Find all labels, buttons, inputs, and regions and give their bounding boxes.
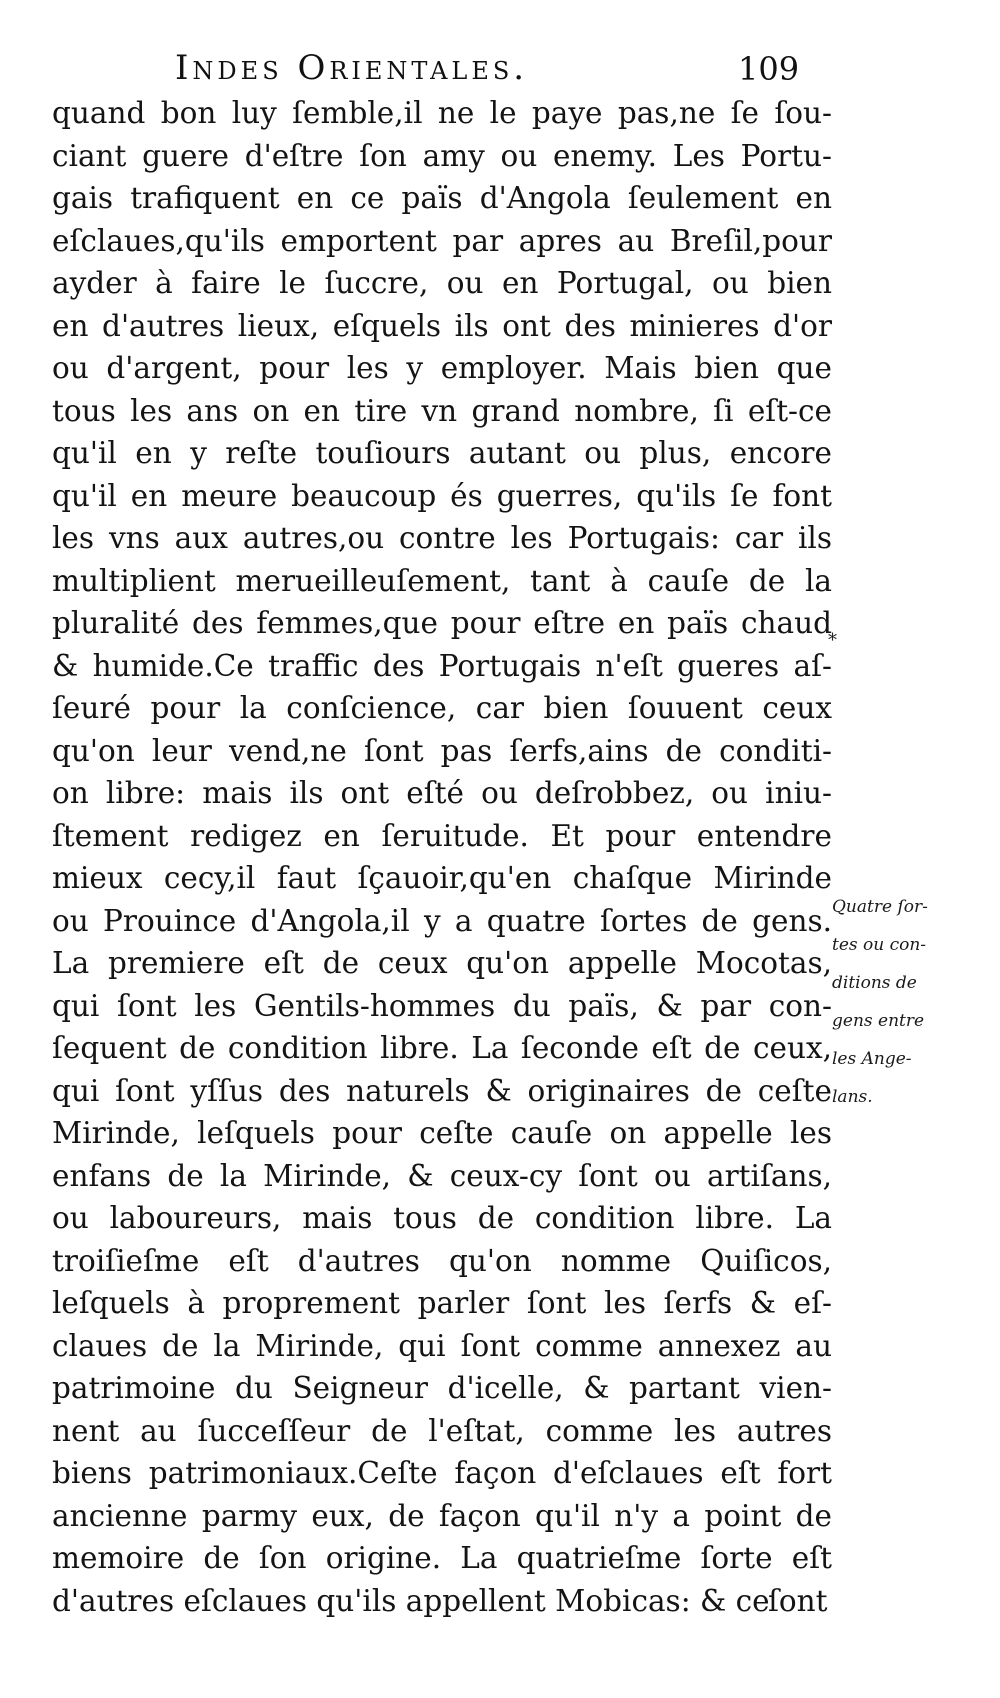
text-line: biens patrimoniaux.Ceſte façon d'eſclaues eſt fort bbox=[52, 1456, 832, 1490]
text-line: qu'il en y reſte touſiours autant ou plus, encore bbox=[52, 436, 832, 470]
marginal-note-line: Quatre ſor- bbox=[832, 897, 928, 917]
text-line: ou laboureurs, mais tous de condition libre. La bbox=[52, 1201, 832, 1235]
text-line: Mirinde, leſquels pour ceſte cauſe on appelle les bbox=[52, 1116, 832, 1150]
text-line: enfans de la Mirinde, & ceux-cy ſont ou artiſans, bbox=[52, 1158, 832, 1193]
text-line: troiſieſme eſt d'autres qu'on nomme Quiſicos, bbox=[52, 1243, 832, 1278]
text-line: ſequent de condition libre. La ſeconde eſt de ceux, bbox=[52, 1031, 832, 1065]
text-line: La premiere eſt de ceux qu'on appelle Mocotas, bbox=[52, 946, 832, 980]
marginal-note bbox=[832, 888, 992, 1116]
text-line: qui ſont les Gentils-hommes du païs, & par con- bbox=[52, 988, 832, 1023]
text-line: d'autres eſclaues qu'ils appellent Mobicas: & ce bbox=[52, 1583, 770, 1618]
marginal-note-line: lans. bbox=[832, 1087, 873, 1107]
text-line: memoire de ſon origine. La quatrieſme ſorte eſt bbox=[52, 1541, 832, 1575]
text-line: gais trafiquent en ce païs d'Angola ſeulement en bbox=[52, 181, 832, 215]
text-line: ayder à faire le ſuccre, ou en Portugal, ou bien bbox=[52, 266, 832, 300]
catchword: ſont bbox=[768, 1584, 828, 1618]
text-line: qui ſont yſſus des naturels & originaires de ceſte bbox=[52, 1073, 832, 1108]
text-line: ſeuré pour la conſcience, car bien ſouuent ceux bbox=[52, 691, 832, 725]
text-line: mieux cecy,il faut ſçauoir,qu'en chaſque Mirinde bbox=[52, 861, 832, 895]
text-line: claues de la Mirinde, qui ſont comme annexez au bbox=[52, 1328, 832, 1363]
text-line: & humide.Ce traffic des Portugais n'eſt gueres aſ- bbox=[52, 648, 832, 683]
text-line: qu'on leur vend,ne ſont pas ſerfs,ains de conditi- bbox=[52, 733, 832, 768]
text-line: eſclaues,qu'ils emportent par apres au Breſil,pour bbox=[52, 223, 832, 258]
text-line: tous les ans on en tire vn grand nombre, ſi eſt-ce bbox=[52, 393, 832, 428]
marginal-note-line: tes ou con- bbox=[832, 935, 927, 955]
text-line: quand bon luy ſemble,il ne le paye pas,ne ſe ſou- bbox=[52, 96, 832, 130]
text-line: multiplient merueilleuſement, tant à cauſe de la bbox=[52, 563, 832, 598]
text-line: ciant guere d'eſtre ſon amy ou enemy. Les Portu- bbox=[52, 138, 832, 173]
marginal-note-line: gens entre bbox=[832, 1011, 925, 1031]
text-line: nent au ſucceſſeur de l'eſtat, comme les autres bbox=[52, 1413, 832, 1448]
running-title: Indes Orientales. bbox=[175, 48, 529, 88]
marginal-note-line: les Ange- bbox=[832, 1049, 912, 1069]
text-line: pluralité des femmes,que pour eſtre en païs chaud bbox=[52, 606, 832, 640]
text-line: patrimoine du Seigneur d'icelle, & partant vien- bbox=[52, 1371, 832, 1405]
running-head bbox=[0, 48, 1000, 98]
text-line: ou Prouince d'Angola,il y a quatre ſortes de gens. bbox=[52, 903, 832, 938]
text-line: leſquels à proprement parler ſont les ſerfs & eſ- bbox=[52, 1286, 832, 1320]
marginal-note-line: ditions de bbox=[832, 973, 917, 993]
margin-mark: * bbox=[828, 630, 837, 651]
text-line: les vns aux autres,ou contre les Portugais: car ils bbox=[52, 521, 832, 555]
text-line: en d'autres lieux, eſquels ils ont des minieres d'or bbox=[52, 308, 832, 343]
text-line: ou d'argent, pour les y employer. Mais bien que bbox=[52, 351, 832, 385]
text-line: ſtement redigez en ſeruitude. Et pour entendre bbox=[52, 818, 832, 853]
text-line: ancienne parmy eux, de façon qu'il n'y a point de bbox=[52, 1498, 832, 1533]
text-line: qu'il en meure beaucoup és guerres, qu'ils ſe font bbox=[52, 478, 832, 513]
text-line: on libre: mais ils ont eſté ou deſrobbez, ou iniu- bbox=[52, 776, 832, 810]
body-text bbox=[52, 92, 832, 1622]
page-number: 109 bbox=[738, 50, 800, 88]
